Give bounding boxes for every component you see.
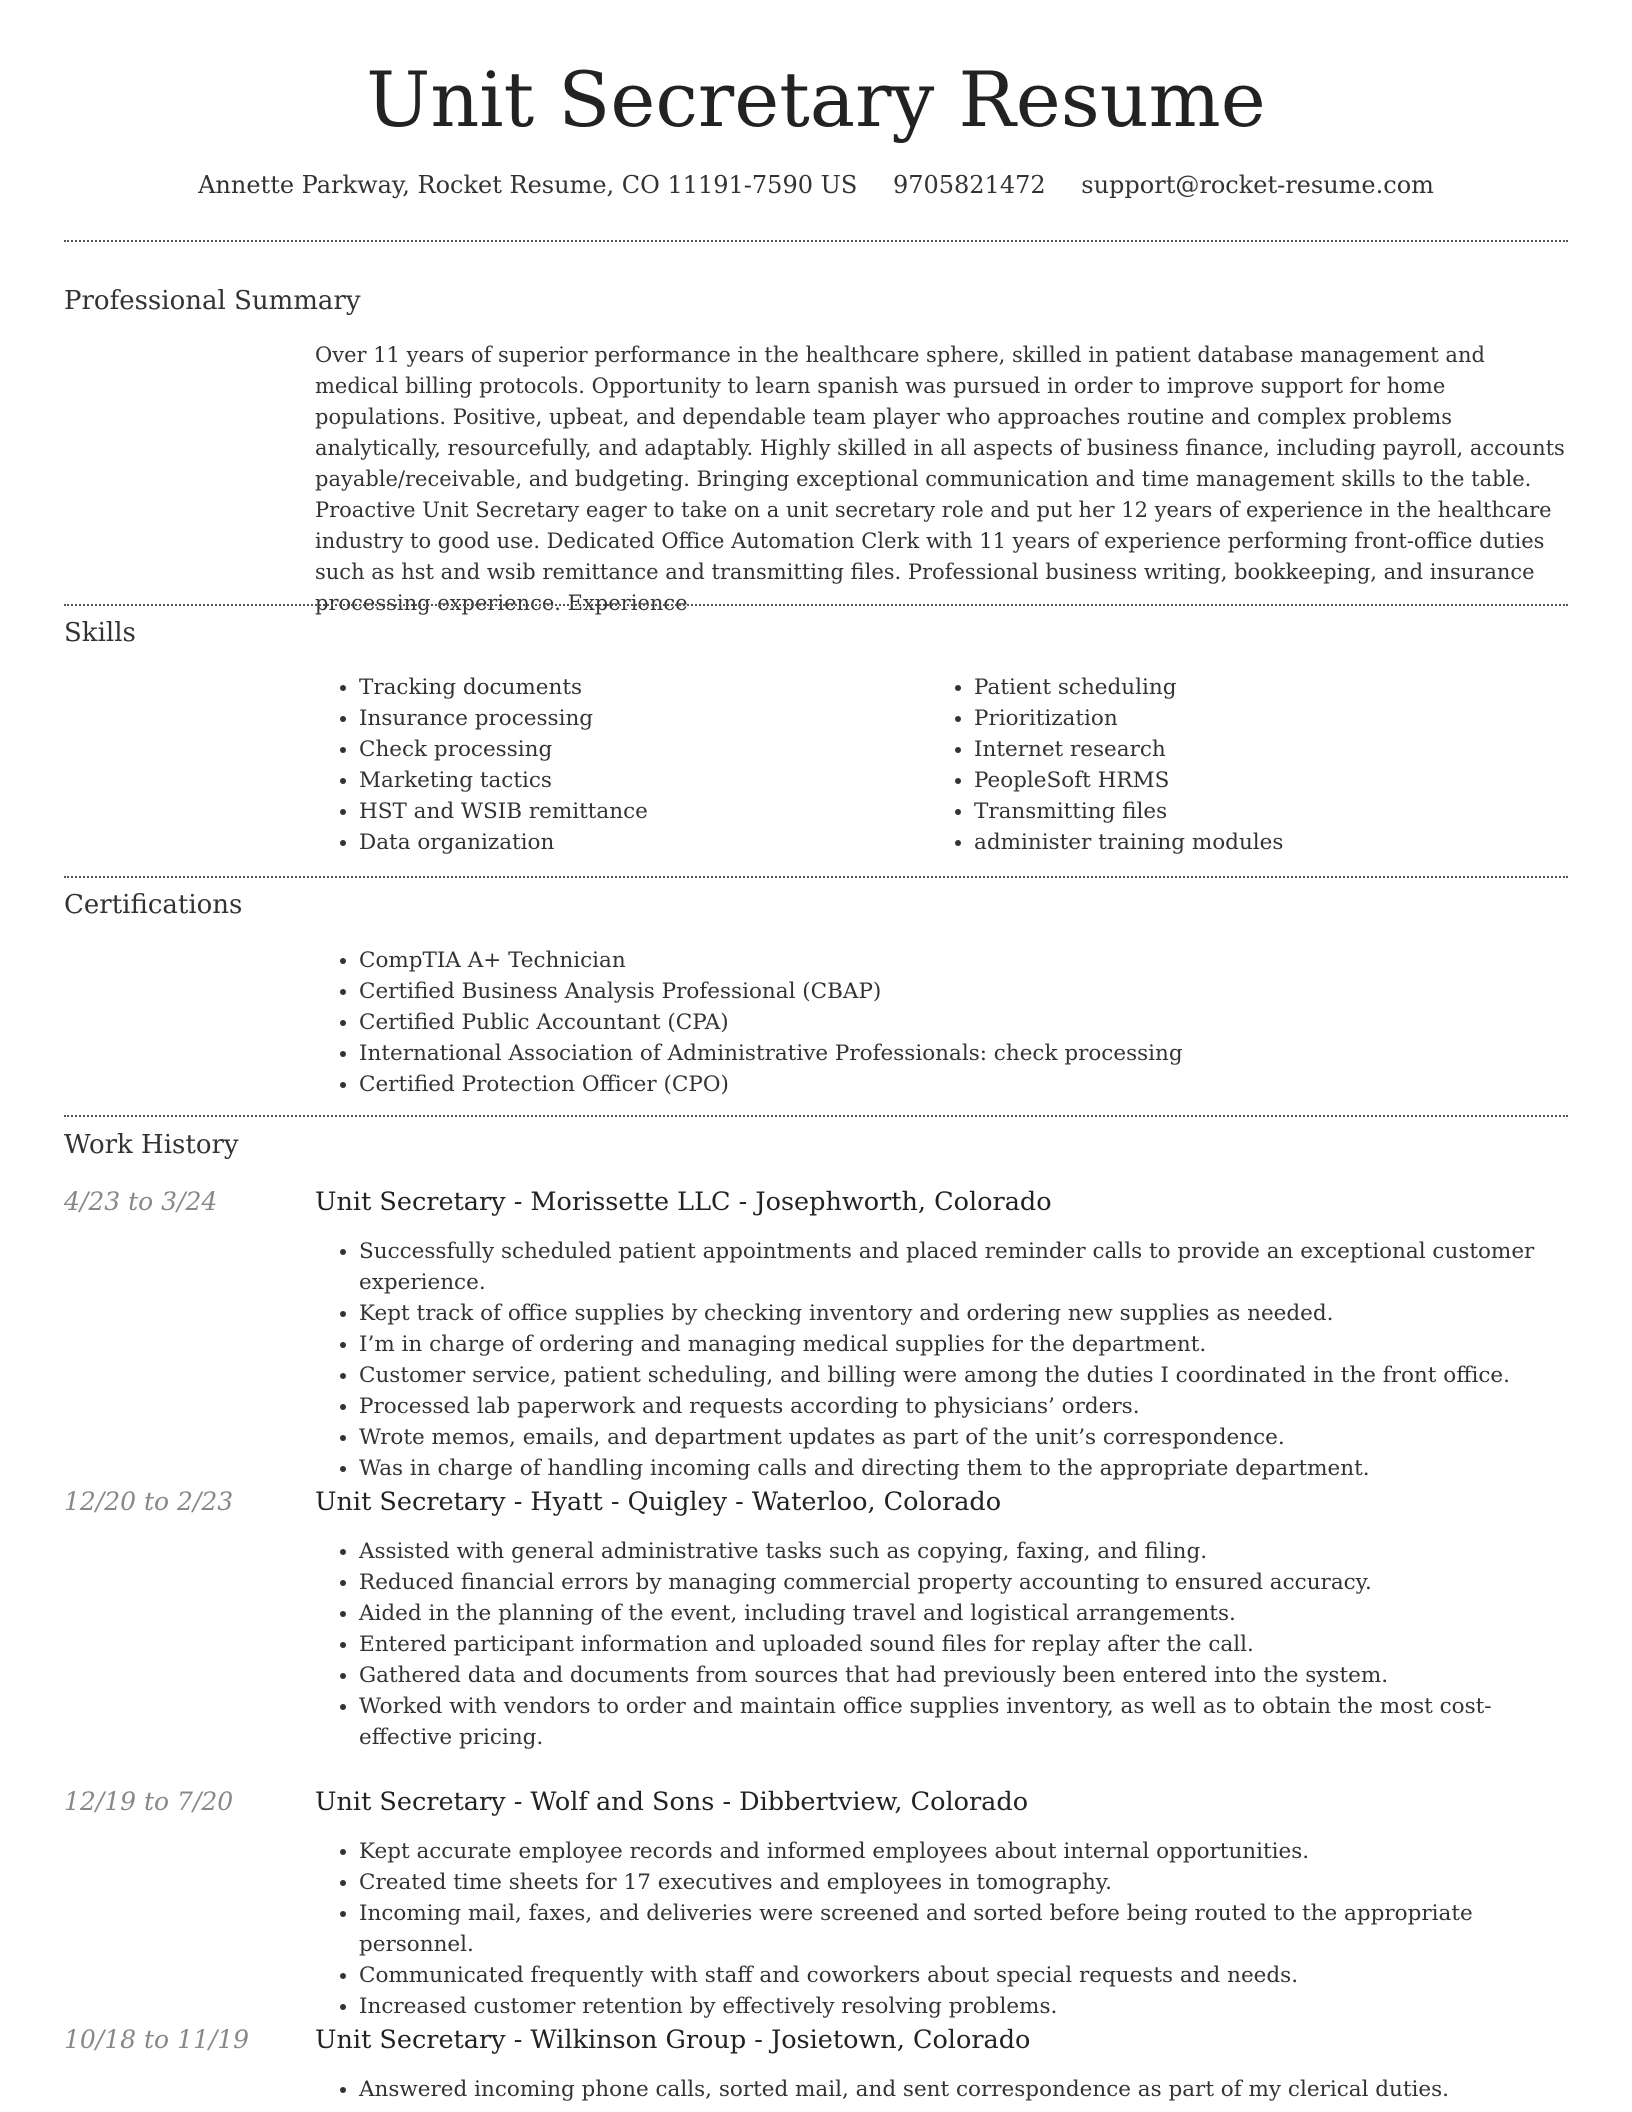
job-title: Unit Secretary - Morissette LLC - Josephworth, Colorado (315, 1187, 1052, 1217)
job-bullets (315, 1236, 1568, 1484)
skill-item: • Prioritization (974, 703, 1530, 734)
section-divider (64, 604, 1568, 606)
job-bullet: • Processed lab paperwork and requests according to physicians’ orders. (359, 1391, 1568, 1422)
contact-phone: 9705821472 (892, 171, 1046, 199)
certifications-heading: Certifications (64, 890, 243, 920)
job-dates: 4/23 to 3/24 (64, 1187, 218, 1216)
job-bullet: • Incoming mail, faxes, and deliveries were screened and sorted before being routed to the appropriate personnel. (359, 1898, 1568, 1960)
job-dates: 12/19 to 7/20 (64, 1787, 234, 1816)
skill-item: • Tracking documents (359, 672, 915, 703)
skill-item: • Patient scheduling (974, 672, 1530, 703)
summary-heading: Professional Summary (64, 286, 361, 316)
certification-item: • International Association of Administrative Professionals: check processing (359, 1038, 1568, 1069)
job-bullet: • Increased customer retention by effectively resolving problems. (359, 1991, 1568, 2022)
certification-item: • Certified Protection Officer (CPO) (359, 1069, 1568, 1100)
job-bullet: • Gathered data and documents from sources that had previously been entered into the system. (359, 1660, 1568, 1691)
skill-item: • PeopleSoft HRMS (974, 765, 1530, 796)
page-title: Unit Secretary Resume (366, 55, 1266, 144)
certifications-list (315, 945, 1568, 1100)
job-bullets (315, 1536, 1568, 1753)
job-title: Unit Secretary - Wolf and Sons - Dibbertview, Colorado (315, 1787, 1029, 1817)
job-title: Unit Secretary - Hyatt - Quigley - Waterloo, Colorado (315, 1487, 1002, 1517)
job-bullets (315, 2074, 1568, 2105)
job-bullet: • Wrote memos, emails, and department updates as part of the unit’s correspondence. (359, 1422, 1568, 1453)
certification-item: • Certified Public Accountant (CPA) (359, 1007, 1568, 1038)
job-bullet: • Entered participant information and uploaded sound files for replay after the call. (359, 1629, 1568, 1660)
skills-column-left (315, 672, 915, 858)
job-title: Unit Secretary - Wilkinson Group - Josietown, Colorado (315, 2025, 1031, 2055)
job-bullet: • Assisted with general administrative tasks such as copying, faxing, and filing. (359, 1536, 1568, 1567)
skill-item: • administer training modules (974, 827, 1530, 858)
job-bullet: • Kept accurate employee records and informed employees about internal opportunities. (359, 1836, 1568, 1867)
skill-item: • HST and WSIB remittance (359, 796, 915, 827)
skill-item: • Transmitting files (974, 796, 1530, 827)
job-bullet: • Kept track of office supplies by checking inventory and ordering new supplies as needed. (359, 1298, 1568, 1329)
job-dates: 10/18 to 11/19 (64, 2025, 250, 2054)
job-bullet: • Created time sheets for 17 executives and employees in tomography. (359, 1867, 1568, 1898)
certification-item: • CompTIA A+ Technician (359, 945, 1568, 976)
job-dates: 12/20 to 2/23 (64, 1487, 234, 1516)
skill-item: • Insurance processing (359, 703, 915, 734)
skill-item: • Marketing tactics (359, 765, 915, 796)
skill-item: • Data organization (359, 827, 915, 858)
contact-email: support@rocket-resume.com (1081, 171, 1434, 199)
job-bullet: • Communicated frequently with staff and coworkers about special requests and needs. (359, 1960, 1568, 1991)
job-bullet: • Aided in the planning of the event, including travel and logistical arrangements. (359, 1598, 1568, 1629)
job-bullet: • Successfully scheduled patient appointments and placed reminder calls to provide an exceptional customer experience. (359, 1236, 1568, 1298)
skills-heading: Skills (64, 618, 136, 648)
job-bullets (315, 1836, 1568, 2022)
section-divider (64, 240, 1568, 242)
job-bullet: • Worked with vendors to order and maintain office supplies inventory, as well as to obtain the most cost-effective pricing. (359, 1691, 1568, 1753)
skill-item: • Check processing (359, 734, 915, 765)
section-divider (64, 1115, 1568, 1117)
job-bullet: • Reduced financial errors by managing commercial property accounting to ensured accuracy. (359, 1567, 1568, 1598)
skills-column-right (930, 672, 1530, 858)
job-bullet: • Customer service, patient scheduling, and billing were among the duties I coordinated in the front office. (359, 1360, 1568, 1391)
work-history-heading: Work History (64, 1130, 239, 1160)
certification-item: • Certified Business Analysis Professional (CBAP) (359, 976, 1568, 1007)
contact-address: Annette Parkway, Rocket Resume, CO 11191-7590 US (198, 171, 858, 199)
job-bullet: • I’m in charge of ordering and managing medical supplies for the department. (359, 1329, 1568, 1360)
contact-line (0, 168, 1632, 202)
job-bullet: • Answered incoming phone calls, sorted mail, and sent correspondence as part of my clerical duties. (359, 2074, 1568, 2105)
summary-text: Over 11 years of superior performance in the healthcare sphere, skilled in patient database management and medical billing protocols. Opportunity to learn spanish was pursued in order to improve support for home populations. Positive, upbeat, and dependable team player who approaches routine and complex problems analytically, resourcefully, and adaptably. Highly skilled in all aspects of business finance, including payroll, accounts payable/receivable, and budgeting. Bringing exceptional communication and time management skills to the table. Proactive Unit Secretary eager to take on a unit secretary role and put her 12 years of experience in the healthcare industry to good use. Dedicated Office Automation Clerk with 11 years of experience performing front-office duties such as hst and wsib remittance and transmitting files. Professional business writing, bookkeeping, and insurance processing experience. Experience (315, 343, 1565, 615)
skill-item: • Internet research (974, 734, 1530, 765)
section-divider (64, 876, 1568, 878)
job-bullet: • Was in charge of handling incoming calls and directing them to the appropriate department. (359, 1453, 1568, 1484)
